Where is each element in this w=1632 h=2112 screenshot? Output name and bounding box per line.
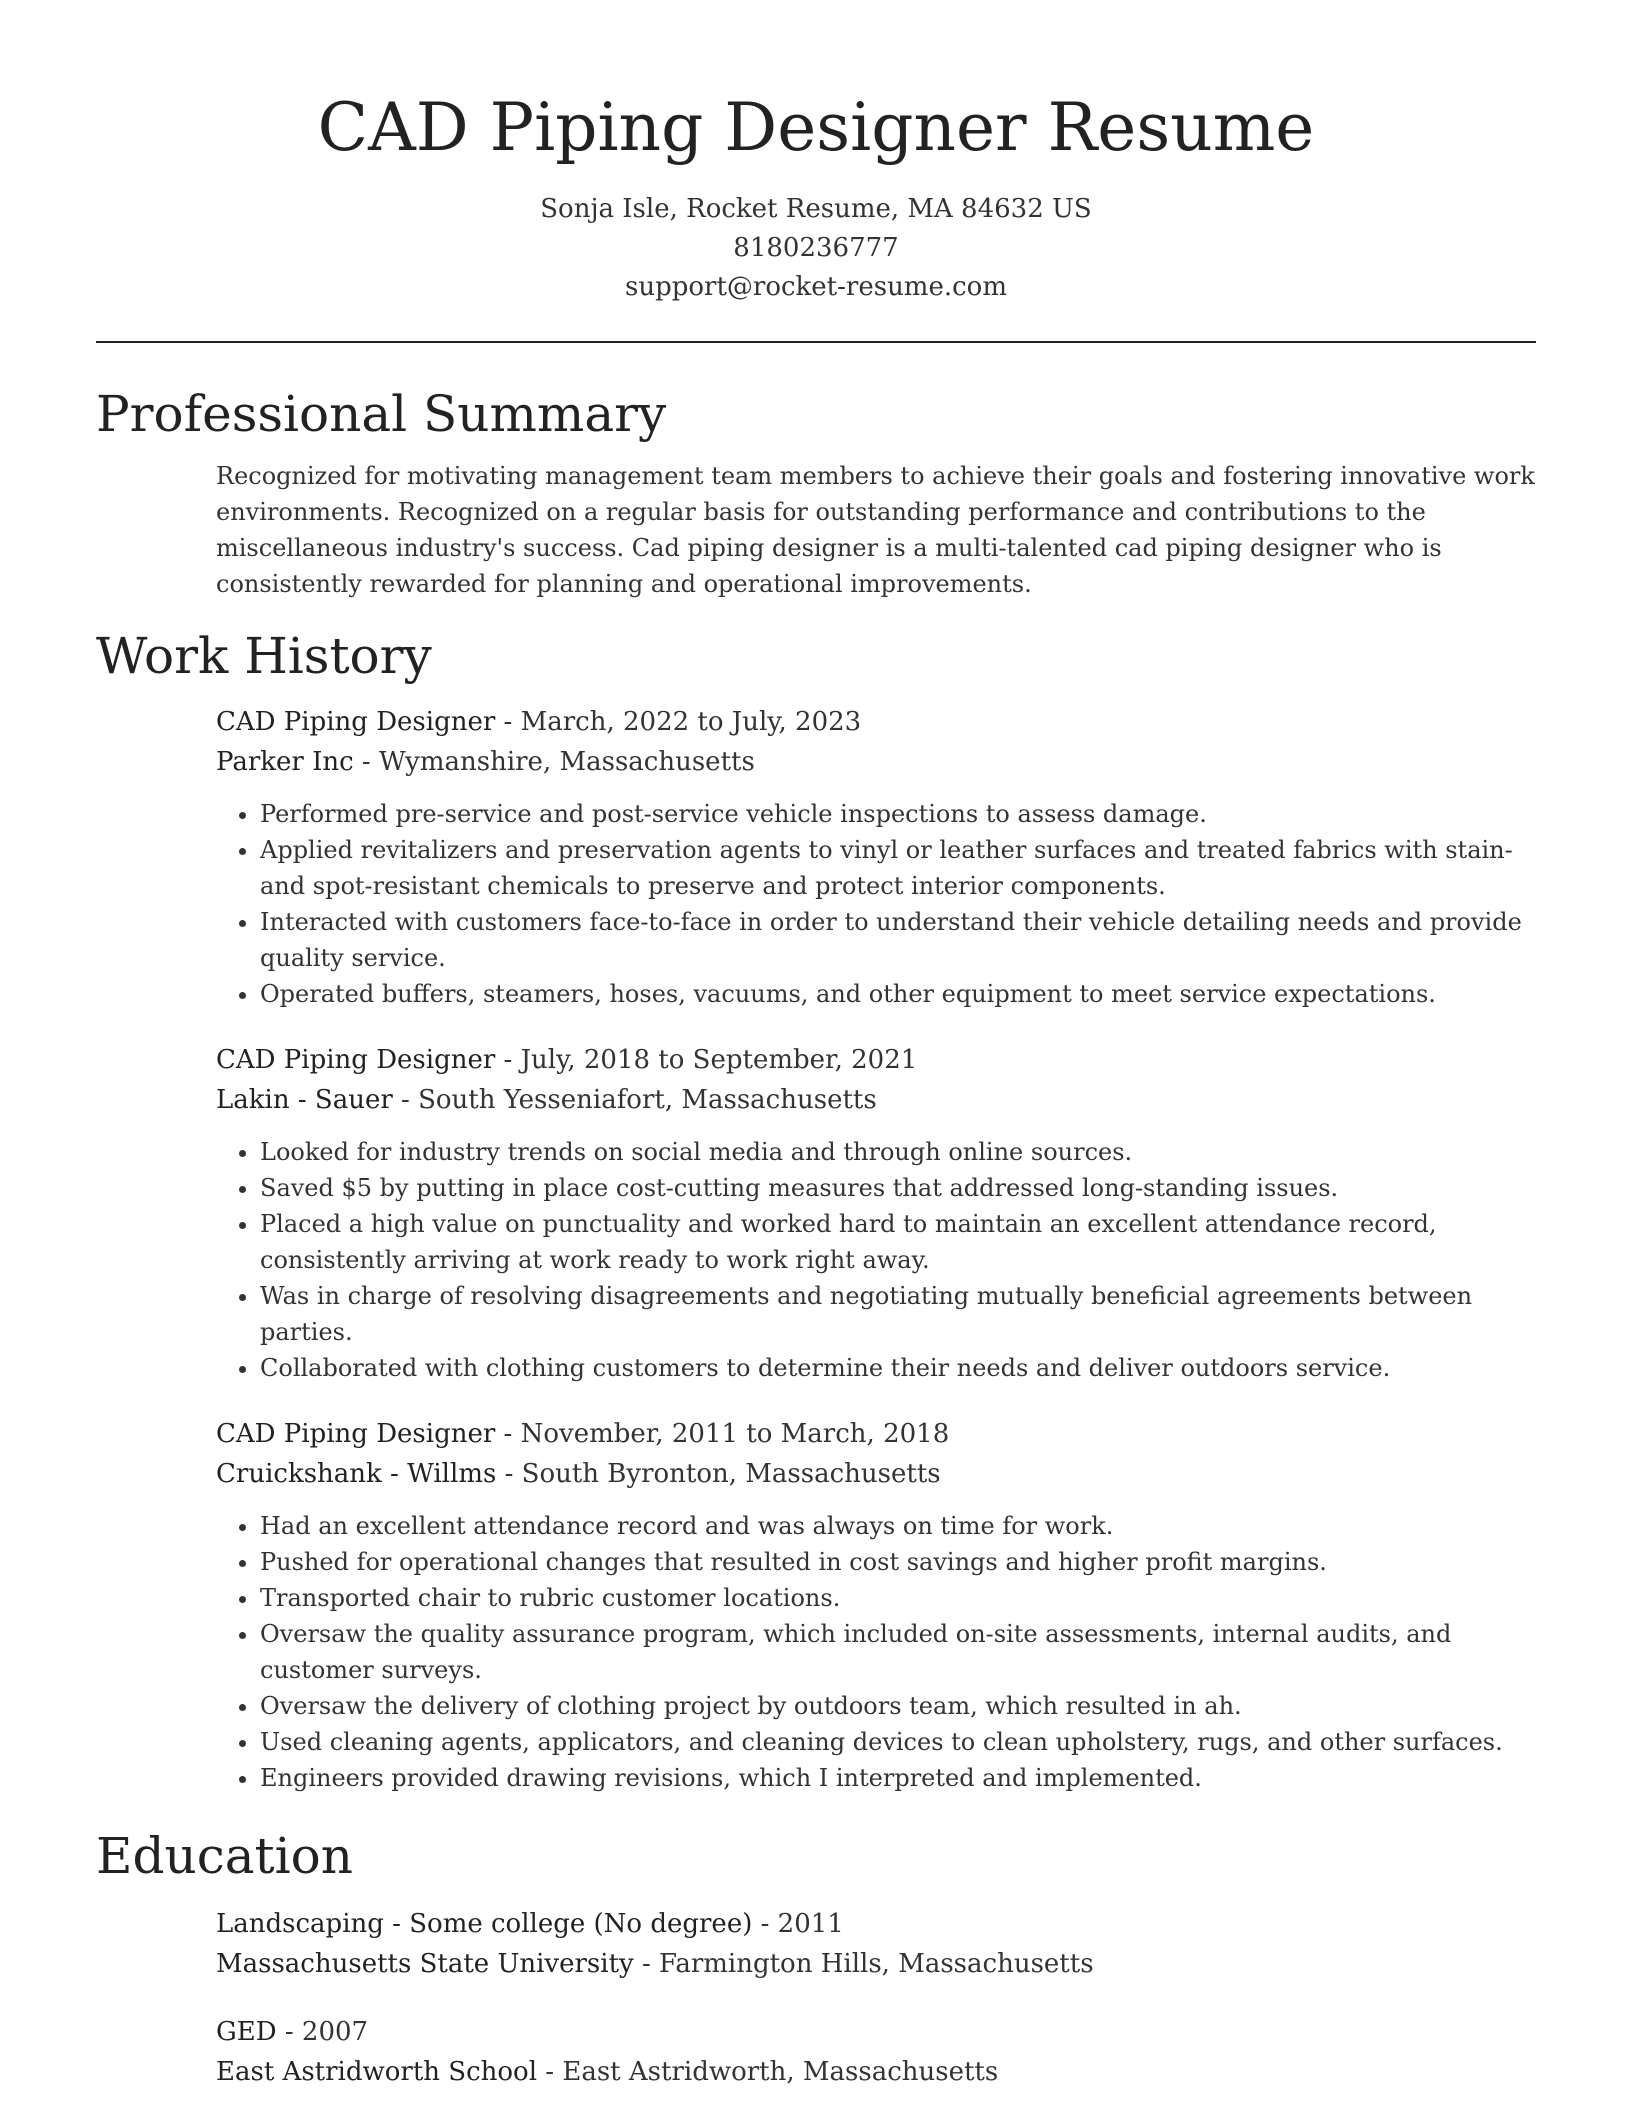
job-bullet: • Collaborated with clothing customers to determine their needs and deliver outdoors service. xyxy=(260,1350,1536,1386)
summary-text: Recognized for motivating management team members to achieve their goals and fostering innovative work environments. Recognized on a regular basis for outstanding performance and contributions to the miscellaneous industry's success. Cad piping designer is a multi-talented cad piping designer who is consistently rewarded for planning and operational improvements. xyxy=(216,462,1535,598)
education-year: - 2011 xyxy=(752,1909,844,1939)
education-entry xyxy=(216,1904,1536,1984)
job-entry xyxy=(216,702,1536,1012)
job-bullets xyxy=(216,1508,1536,1796)
job-bullet: • Was in charge of resolving disagreements and negotiating mutually beneficial agreements between parties. xyxy=(260,1278,1536,1350)
job-title: CAD Piping Designer xyxy=(216,1045,496,1075)
education-entry xyxy=(216,2012,1536,2092)
education-section xyxy=(96,1820,1536,2092)
work-history-heading: Work History xyxy=(96,627,432,685)
job-bullet: • Placed a high value on punctuality and worked hard to maintain an excellent attendance record, consistently arriving at work ready to work right away. xyxy=(260,1206,1536,1278)
job-location: - Wymanshire, Massachusetts xyxy=(353,747,755,777)
job-dates: - July, 2018 to September, 2021 xyxy=(495,1045,918,1075)
job-bullet: • Operated buffers, steamers, hoses, vacuums, and other equipment to meet service expectations. xyxy=(260,976,1536,1012)
education-degree: Landscaping - Some college (No degree) xyxy=(216,1909,753,1939)
job-title-line xyxy=(216,1040,1536,1080)
contact-phone: 8180236777 xyxy=(733,233,899,263)
education-school: Massachusetts State University xyxy=(216,1949,634,1979)
education-location: - Farmington Hills, Massachusetts xyxy=(633,1949,1094,1979)
job-dates: - November, 2011 to March, 2018 xyxy=(495,1419,950,1449)
job-bullets xyxy=(216,1134,1536,1386)
job-company-line xyxy=(216,1080,1536,1120)
job-company-line xyxy=(216,742,1536,782)
job-entry xyxy=(216,1040,1536,1386)
summary-heading: Professional Summary xyxy=(96,385,667,443)
work-history-section xyxy=(96,620,1536,1796)
job-title-line xyxy=(216,1414,1536,1454)
job-dates: - March, 2022 to July, 2023 xyxy=(495,707,862,737)
job-bullet: • Saved $5 by putting in place cost-cutting measures that addressed long-standing issues. xyxy=(260,1170,1536,1206)
job-company: Cruickshank - Willms xyxy=(216,1459,497,1489)
header-divider xyxy=(96,341,1536,343)
job-bullet: • Applied revitalizers and preservation agents to vinyl or leather surfaces and treated fabrics with stain- and spot-resistant chemicals to preserve and protect interior components. xyxy=(260,832,1536,904)
resume-content xyxy=(96,378,1536,2092)
job-company-line xyxy=(216,1454,1536,1494)
resume-title: CAD Piping Designer Resume xyxy=(317,89,1315,166)
job-title: CAD Piping Designer xyxy=(216,707,496,737)
job-company: Lakin - Sauer xyxy=(216,1085,393,1115)
job-bullet: • Transported chair to rubric customer locations. xyxy=(260,1580,1536,1616)
job-company: Parker Inc xyxy=(216,747,354,777)
job-title: CAD Piping Designer xyxy=(216,1419,496,1449)
job-bullet: • Performed pre-service and post-service vehicle inspections to assess damage. xyxy=(260,796,1536,832)
resume-header xyxy=(0,0,1632,307)
job-location: - South Byronton, Massachusetts xyxy=(496,1459,941,1489)
job-bullet: • Used cleaning agents, applicators, and cleaning devices to clean upholstery, rugs, and other surfaces. xyxy=(260,1724,1536,1760)
education-heading: Education xyxy=(96,1827,353,1885)
education-school-line xyxy=(216,2052,1536,2092)
contact-email: support@rocket-resume.com xyxy=(624,272,1007,302)
job-location: - South Yesseniafort, Massachusetts xyxy=(392,1085,877,1115)
job-title-line xyxy=(216,702,1536,742)
job-bullet: • Engineers provided drawing revisions, which I interpreted and implemented. xyxy=(260,1760,1536,1796)
education-year: - 2007 xyxy=(276,2017,369,2047)
education-degree: GED xyxy=(216,2017,277,2047)
job-bullet: • Looked for industry trends on social media and through online sources. xyxy=(260,1134,1536,1170)
education-school: East Astridworth School xyxy=(216,2057,538,2087)
education-degree-line xyxy=(216,2012,1536,2052)
contact-address: Sonja Isle, Rocket Resume, MA 84632 US xyxy=(540,194,1092,224)
job-bullet: • Oversaw the delivery of clothing project by outdoors team, which resulted in ah. xyxy=(260,1688,1536,1724)
education-location: - East Astridworth, Massachusetts xyxy=(537,2057,999,2087)
job-bullets xyxy=(216,796,1536,1012)
job-bullet: • Oversaw the quality assurance program, which included on-site assessments, internal audits, and customer surveys. xyxy=(260,1616,1536,1688)
job-bullet: • Had an excellent attendance record and was always on time for work. xyxy=(260,1508,1536,1544)
summary-section xyxy=(96,378,1536,602)
contact-block xyxy=(0,190,1632,307)
job-bullet: • Pushed for operational changes that resulted in cost savings and higher profit margins. xyxy=(260,1544,1536,1580)
education-degree-line xyxy=(216,1904,1536,1944)
education-school-line xyxy=(216,1944,1536,1984)
job-bullet: • Interacted with customers face-to-face in order to understand their vehicle detailing needs and provide quality service. xyxy=(260,904,1536,976)
job-entry xyxy=(216,1414,1536,1796)
